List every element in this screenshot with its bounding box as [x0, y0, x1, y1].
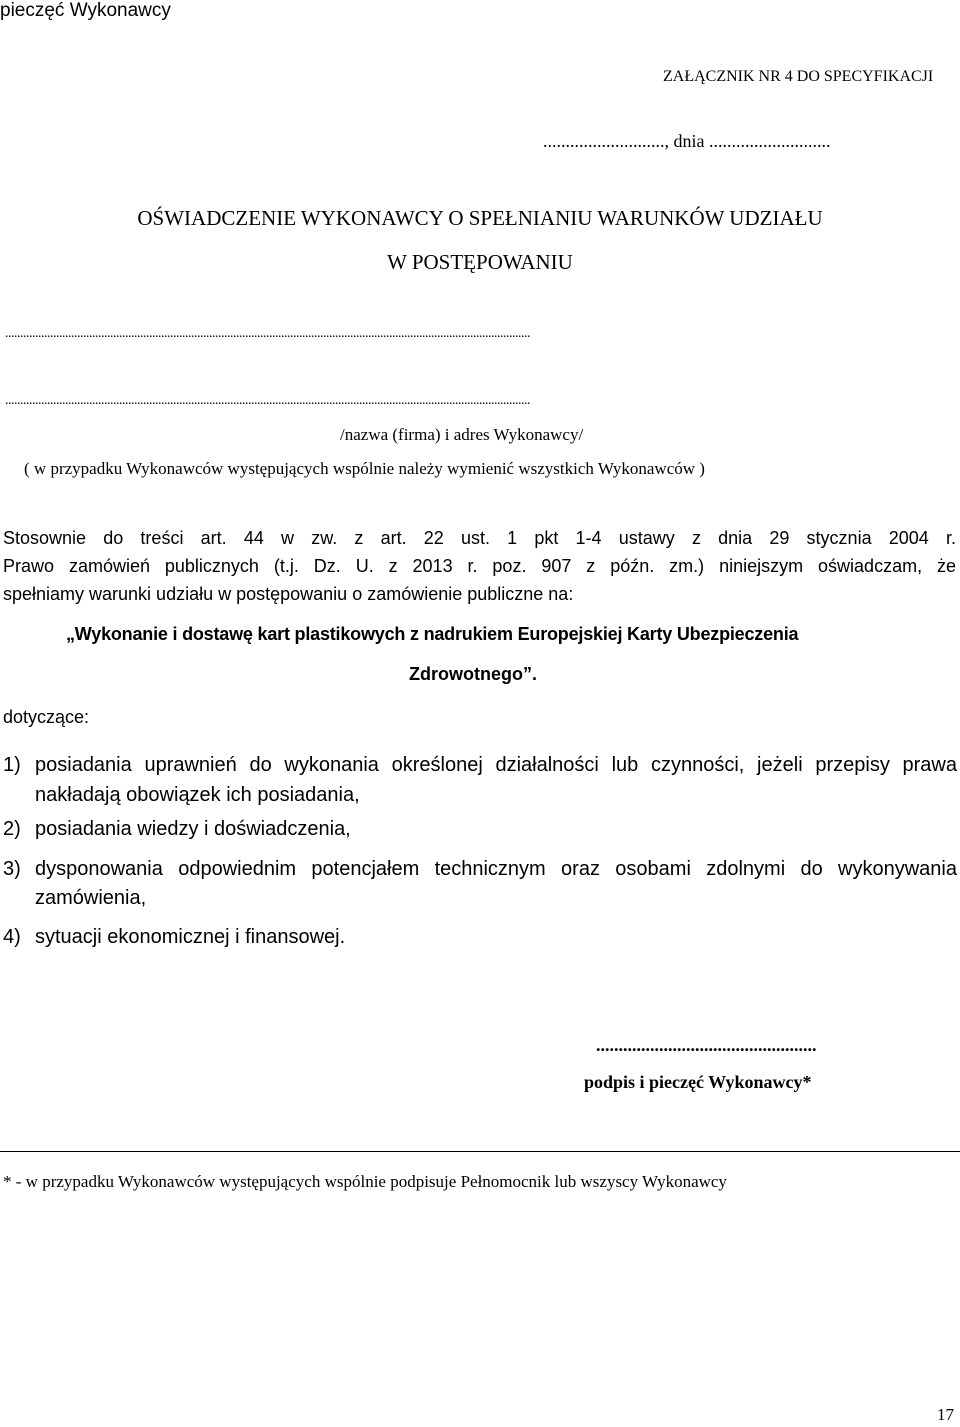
condition-4-line-1: sytuacji ekonomicznej i finansowej. [35, 926, 346, 948]
condition-1-line-1: posiadania uprawnień do wykonania określonej działalności lub czynności, jeżeli przepisy prawa [35, 754, 957, 776]
condition-1-line-2: nakładają obowiązek ich posiadania, [35, 784, 360, 806]
joint-contractors-caption: ( w przypadku Wykonawców występujących wspólnie należy wymienić wszystkich Wykonawców ) [24, 459, 705, 478]
condition-number-1: 1) [3, 754, 21, 776]
stamp-label: pieczęć Wykonawcy [0, 0, 171, 21]
page-number: 17 [937, 1405, 954, 1424]
footnote: * - w przypadku Wykonawców występujących wspólnie podpisuje Pełnomocnik lub wszyscy Wykonawcy [3, 1172, 727, 1191]
order-subject-line-2: Zdrowotnego”. [409, 664, 537, 684]
statement-line-2: Prawo zamówień publicznych (t.j. Dz. U. z 2013 r. poz. 907 z późn. zm.) niniejszym oświadczam, że [3, 556, 956, 576]
condition-3-line-2: zamówienia, [35, 887, 147, 909]
signature-label: podpis i pieczęć Wykonawcy* [584, 1072, 812, 1092]
condition-number-3: 3) [3, 858, 21, 880]
statement-line-3: spełniamy warunki udziału w postępowaniu o zamówienie publiczne na: [3, 584, 574, 604]
condition-number-2: 2) [3, 818, 21, 840]
signature-dots: ................................................. [596, 1035, 817, 1055]
contractor-dots-line-1: ............................................................................................................................................................................... [5, 326, 530, 341]
attachment-label: ZAŁĄCZNIK NR 4 DO SPECYFIKACJI [663, 68, 934, 85]
document-title-line-2: W POSTĘPOWANIU [387, 250, 573, 274]
date-line: ..........................., dnia ........................... [543, 131, 831, 151]
conditions-intro: dotyczące: [3, 707, 90, 727]
condition-number-4: 4) [3, 926, 21, 948]
condition-3-line-1: dysponowania odpowiednim potencjałem technicznym oraz osobami zdolnymi do wykonywania [35, 858, 957, 880]
condition-2-line-1: posiadania wiedzy i doświadczenia, [35, 818, 351, 840]
order-subject-line-1: „Wykonanie i dostawę kart plastikowych z nadrukiem Europejskiej Karty Ubezpieczenia [66, 624, 799, 644]
footnote-divider [0, 1151, 960, 1152]
contractor-name-caption: /nazwa (firma) i adres Wykonawcy/ [340, 425, 584, 444]
statement-line-1: Stosownie do treści art. 44 w zw. z art. 22 ust. 1 pkt 1-4 ustawy z dnia 29 stycznia 2004 r. [3, 528, 956, 548]
document-title-line-1: OŚWIADCZENIE WYKONAWCY O SPEŁNIANIU WARUNKÓW UDZIAŁU [137, 206, 823, 230]
contractor-dots-line-2: ............................................................................................................................................................................... [5, 393, 530, 408]
